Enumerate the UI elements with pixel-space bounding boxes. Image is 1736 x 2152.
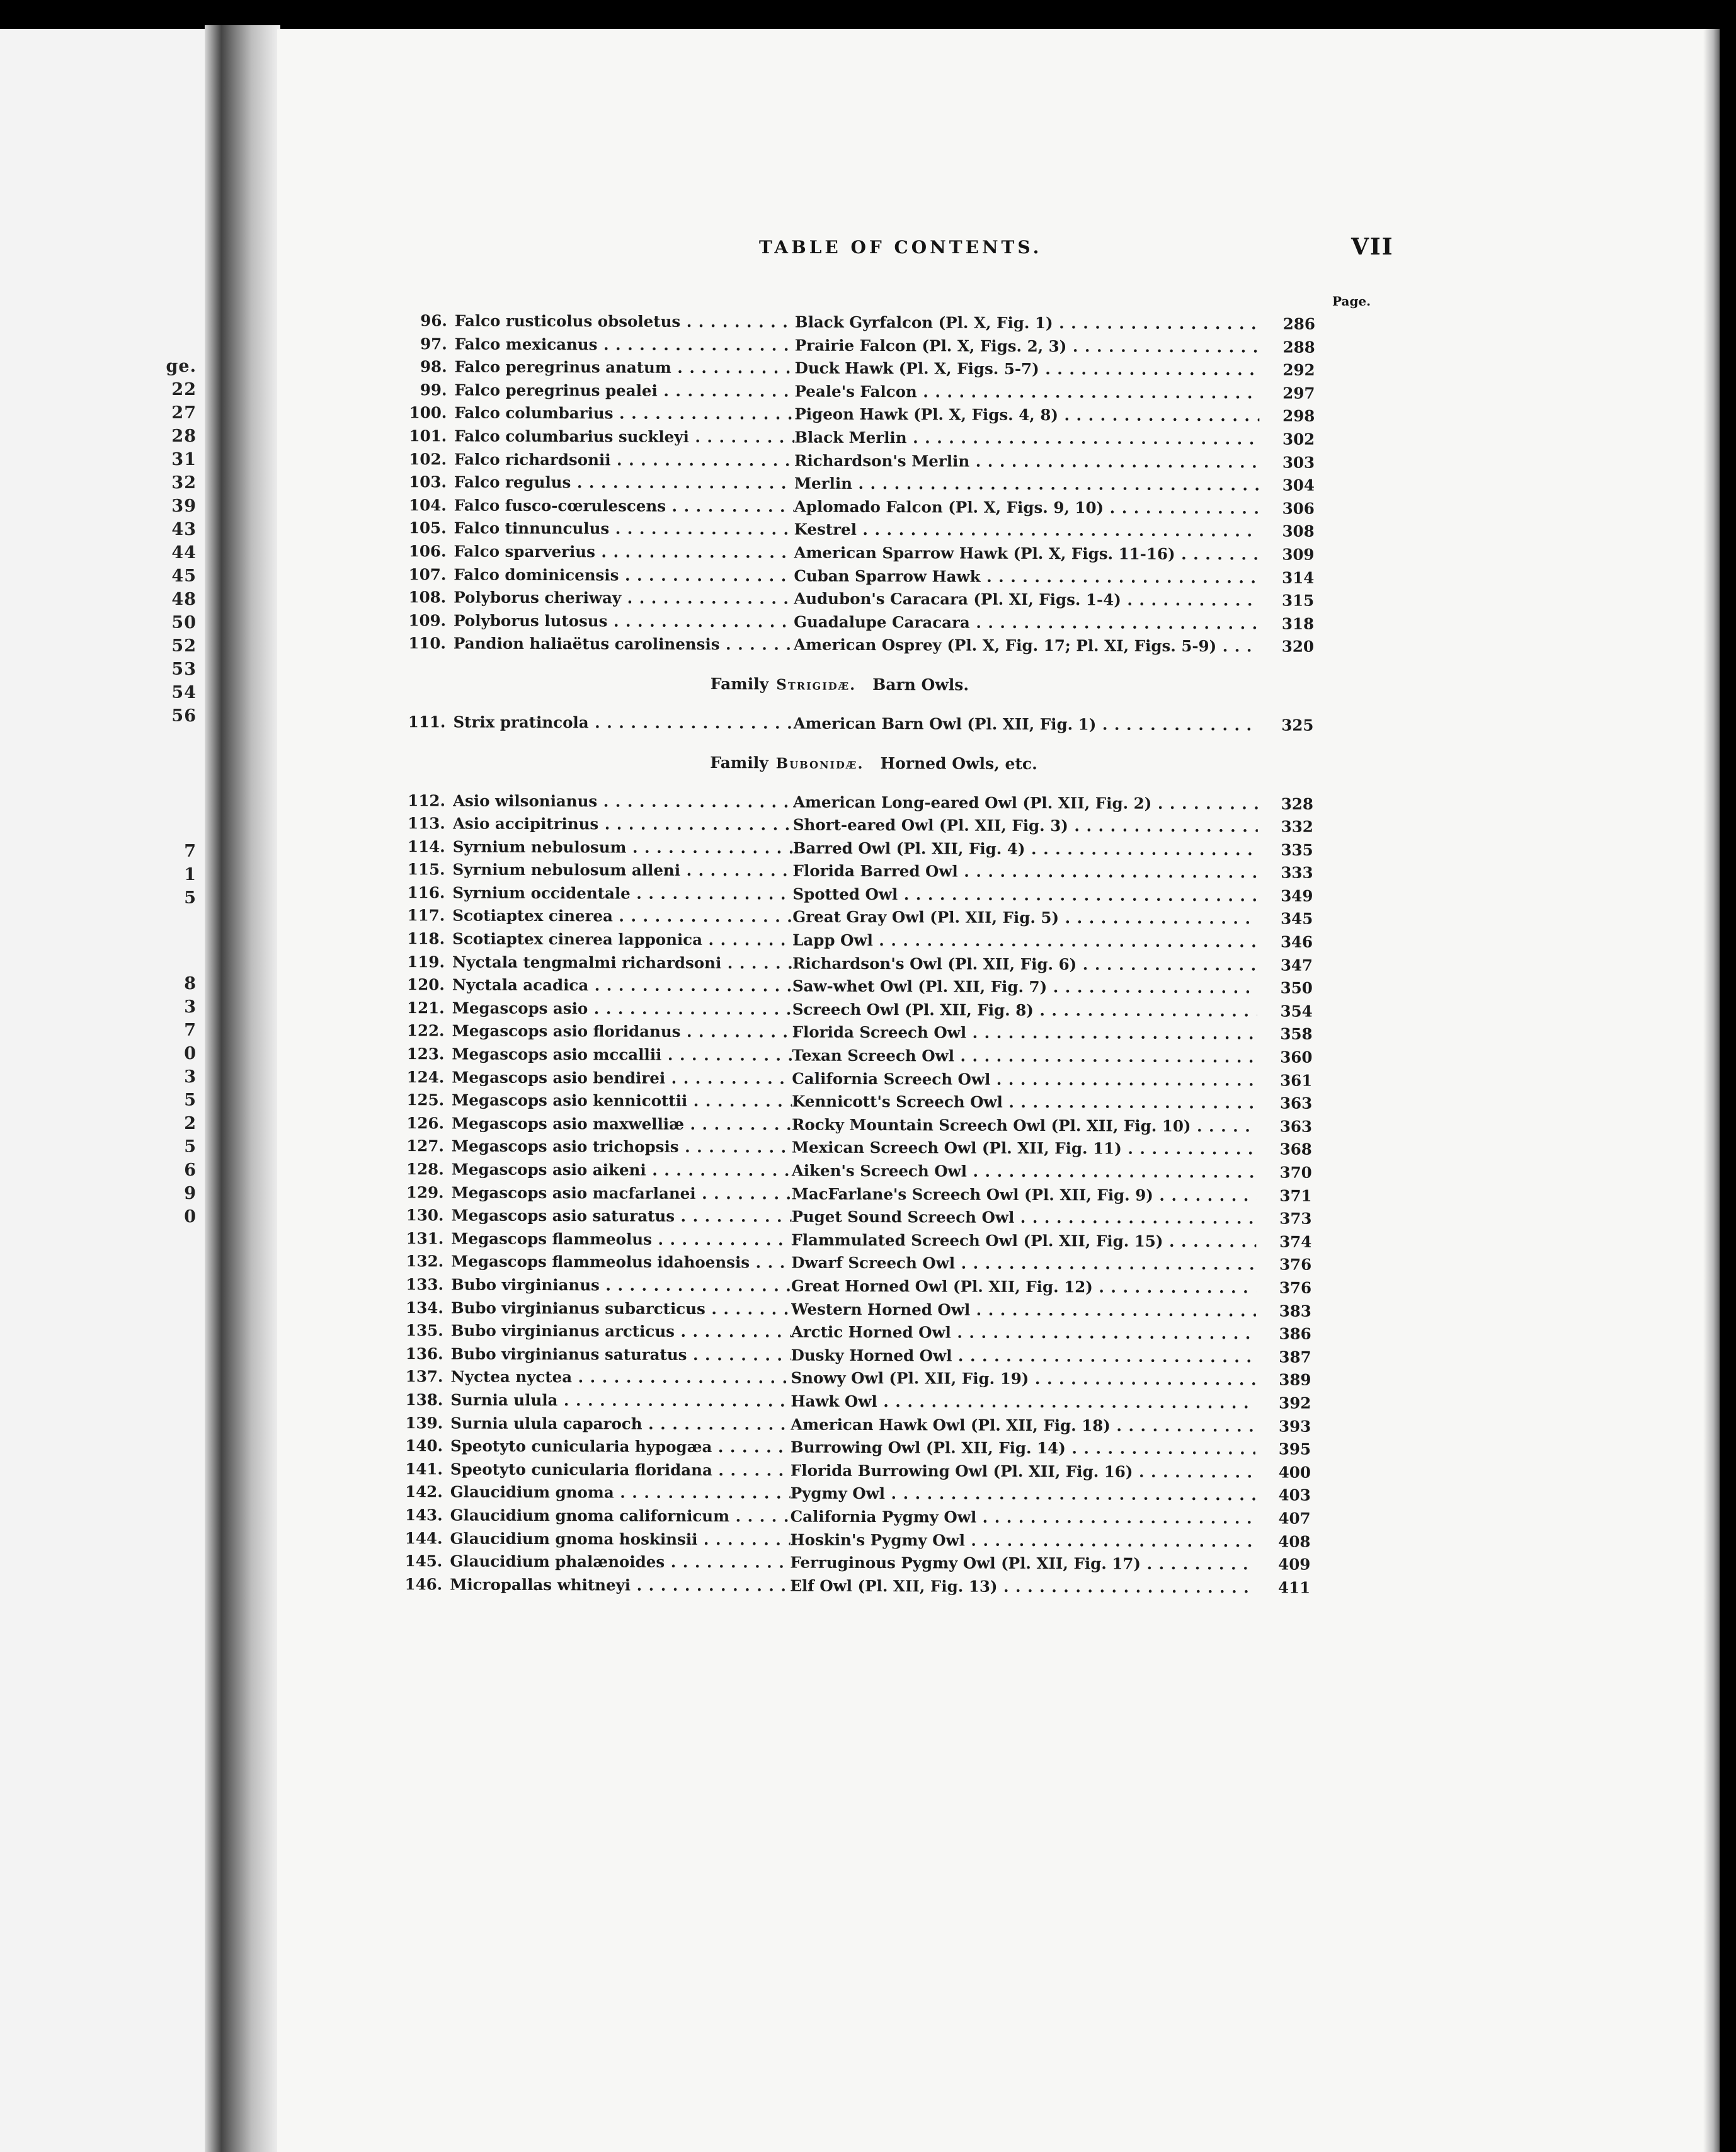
common-name: Audubon's Caracara (Pl. XI, Figs. 1-4) . . . (794, 588, 1259, 612)
scientific-name: Megascops asio aikeni . . . (452, 1158, 792, 1182)
facing-page-number: 56 (171, 706, 197, 726)
scientific-name: Falco richardsonii . . . (454, 448, 794, 472)
family-name: Bubonidæ. (775, 754, 864, 772)
common-name: Pigeon Hawk (Pl. X, Figs. 4, 8) . . . (794, 403, 1259, 428)
entry-number: 144. (404, 1528, 443, 1547)
scientific-name: Megascops asio kennicottii . . . (452, 1089, 792, 1114)
page-number: 411 (1278, 1578, 1311, 1597)
entry-number: 123. (406, 1045, 445, 1063)
scientific-name: Megascops asio saturatus . . . (451, 1205, 791, 1229)
common-name: Barred Owl (Pl. XII, Fig. 4) . . . (793, 837, 1258, 861)
common-name: Hawk Owl . . . (791, 1390, 1255, 1414)
common-name: Prairie Falcon (Pl. X, Figs. 2, 3) . . . (795, 334, 1260, 358)
common-name: Pygmy Owl . . . (791, 1482, 1255, 1507)
scientific-name: Megascops flammeolus idahoensis . . . (451, 1251, 791, 1275)
scientific-name: Megascops asio trichopsis . . . (452, 1135, 792, 1160)
page-number: 376 (1279, 1278, 1312, 1297)
entry-number: 99. (420, 381, 447, 399)
page-number: 308 (1282, 522, 1315, 541)
entry-number: 108. (408, 588, 447, 607)
page-number: 306 (1282, 499, 1315, 518)
entry-number: 119. (407, 952, 445, 971)
entry-number: 105. (408, 518, 447, 537)
entry-number: 135. (406, 1321, 443, 1340)
page-number: 297 (1282, 384, 1315, 403)
scientific-name: Scotiaptex cinerea . . . (452, 905, 792, 929)
common-name: American Hawk Owl (Pl. XII, Fig. 18) . . . (791, 1413, 1255, 1438)
page-number: 373 (1279, 1209, 1312, 1228)
scientific-name: Falco fusco-cœrulescens . . . (454, 494, 794, 518)
entry-number: 129. (406, 1182, 444, 1202)
scientific-name: Nyctala acadica . . . (452, 974, 792, 999)
scientific-name: Polyborus cheriway . . . (454, 587, 794, 611)
entry-number: 139. (405, 1413, 443, 1432)
book-gutter (205, 25, 280, 2152)
facing-page-number: 6 (184, 1160, 197, 1180)
page-number: 363 (1279, 1094, 1313, 1113)
scientific-name: Bubo virginianus subarcticus . . . (451, 1296, 791, 1321)
entry-number: 128. (406, 1160, 444, 1179)
entry-number: 113. (408, 814, 445, 833)
facing-page-number: 5 (184, 888, 197, 908)
page-folio: VII (1351, 234, 1394, 260)
toc-entry (373, 1573, 1545, 1601)
family-heading (376, 733, 1548, 793)
entry-number: 112. (408, 791, 446, 810)
common-name: Screech Owl (Pl. XII, Fig. 8) . . . (792, 998, 1257, 1022)
common-name: Richardson's Merlin . . . (794, 449, 1259, 474)
facing-page-number: 54 (171, 683, 197, 702)
common-name: Hoskin's Pygmy Owl . . . (790, 1528, 1255, 1553)
scientific-name: Falco tinnunculus . . . (454, 517, 794, 542)
common-name: American Barn Owl (Pl. XII, Fig. 1) . . . (793, 712, 1258, 736)
page-number: 345 (1281, 909, 1313, 929)
facing-page-number: 43 (171, 520, 197, 539)
page-number: 346 (1280, 932, 1313, 951)
page-number: 349 (1281, 886, 1313, 905)
page-number: 408 (1278, 1532, 1311, 1551)
entry-number: 98. (420, 357, 447, 376)
common-name: Puget Sound Screech Owl . . . (791, 1206, 1256, 1230)
page-number: 409 (1278, 1555, 1311, 1574)
facing-page-number: 27 (171, 403, 197, 423)
entry-number: 100. (409, 403, 447, 422)
page-number: 350 (1280, 978, 1313, 997)
scientific-name: Falco sparverius . . . (454, 540, 794, 564)
common-name: Dusky Horned Owl . . . (791, 1344, 1256, 1368)
common-name: Mexican Screech Owl (Pl. XII, Fig. 11) . . . (792, 1136, 1257, 1161)
common-name: Rocky Mountain Screech Owl (Pl. XII, Fig. 10) . . . (792, 1113, 1257, 1138)
entry-number: 103. (409, 472, 447, 491)
entry-number: 107. (408, 564, 447, 583)
common-name: Great Gray Owl (Pl. XII, Fig. 5) . . . (792, 906, 1257, 930)
page-number: 325 (1281, 716, 1314, 735)
entry-number: 121. (407, 999, 445, 1017)
scientific-name: Falco peregrinus pealei . . . (454, 379, 794, 403)
facing-page-number: 50 (171, 613, 197, 632)
entry-number: 96. (420, 311, 447, 330)
facing-page-number: 1 (184, 865, 197, 884)
entry-number: 130. (406, 1206, 444, 1225)
scientific-name: Glaucidium gnoma . . . (450, 1481, 791, 1506)
facing-page-number: 5 (184, 1090, 197, 1110)
page-number: 318 (1281, 614, 1315, 633)
common-name: Aiken's Screech Owl . . . (792, 1160, 1257, 1184)
family-prefix: Family (710, 753, 768, 772)
common-name: Guadalupe Caracara . . . (794, 610, 1259, 635)
page-number: 361 (1280, 1071, 1313, 1090)
entry-number: 120. (407, 975, 445, 994)
entry-number: 134. (406, 1298, 443, 1317)
scientific-name: Surnia ulula caparoch . . . (450, 1412, 791, 1436)
scientific-name: Falco rusticolus obsoletus . . . (455, 309, 795, 334)
common-name: Spotted Owl . . . (792, 883, 1257, 907)
page-number: 303 (1282, 453, 1315, 472)
entry-number: 102. (409, 449, 447, 468)
page-number: 320 (1281, 637, 1315, 656)
scientific-name: Nyctala tengmalmi richardsoni . . . (452, 951, 792, 975)
page-number: 387 (1279, 1348, 1311, 1366)
scientific-name: Glaucidium gnoma californicum . . . (450, 1504, 791, 1528)
page-number: 314 (1282, 568, 1315, 587)
entry-number: 145. (404, 1552, 443, 1571)
page-number: 383 (1279, 1302, 1311, 1320)
family-name: Strigidæ. (776, 676, 857, 694)
page-number: 335 (1281, 840, 1313, 859)
facing-page-number: 32 (171, 473, 197, 493)
scientific-name: Polyborus lutosus . . . (454, 609, 794, 634)
entry-number: 114. (407, 837, 445, 856)
family-prefix: Family (710, 674, 769, 694)
common-name: Duck Hawk (Pl. X, Figs. 5-7) . . . (795, 357, 1260, 382)
common-name: Peale's Falcon . . . (794, 380, 1259, 404)
scientific-name: Megascops asio floridanus . . . (452, 1020, 792, 1045)
facing-page-number: 2 (184, 1114, 197, 1133)
page-number: 371 (1279, 1186, 1312, 1205)
entry-number: 126. (406, 1113, 445, 1133)
facing-page-number: 7 (184, 842, 197, 861)
common-name: Aplomado Falcon (Pl. X, Figs. 9, 10) . . . (794, 495, 1259, 520)
scientific-name: Asio wilsonianus . . . (453, 789, 793, 814)
page-number: 395 (1278, 1439, 1311, 1458)
toc-page (277, 29, 1720, 2152)
scientific-name: Micropallas whitneyi . . . (450, 1573, 790, 1598)
scientific-name: Glaucidium phalænoides . . . (450, 1550, 790, 1575)
page-column-heading: Page. (1332, 294, 1371, 309)
page-number: 286 (1282, 314, 1315, 333)
page-number: 393 (1278, 1417, 1311, 1436)
scientific-name: Falco peregrinus anatum . . . (455, 356, 795, 381)
common-name: California Pygmy Owl . . . (791, 1505, 1255, 1530)
scientific-name: Megascops asio macfarlanei . . . (452, 1181, 792, 1206)
scientific-name: Asio accipitrinus . . . (453, 813, 793, 837)
entry-number: 106. (408, 542, 447, 561)
page-number: 386 (1279, 1324, 1311, 1343)
common-name: Black Merlin . . . (794, 426, 1259, 451)
scientific-name: Megascops asio bendirei . . . (452, 1066, 792, 1090)
facing-page-number: 3 (184, 997, 197, 1017)
toc-list (373, 309, 1550, 1600)
common-name: Western Horned Owl . . . (791, 1298, 1256, 1322)
scientific-name: Megascops asio . . . (452, 997, 792, 1021)
common-name: Great Horned Owl (Pl. XII, Fig. 12) . . . (791, 1274, 1256, 1299)
scientific-name: Falco regulus . . . (454, 471, 794, 496)
page-number: 288 (1282, 338, 1315, 357)
entry-number: 104. (409, 495, 447, 515)
entry-number: 136. (405, 1344, 443, 1363)
common-name: Flammulated Screech Owl (Pl. XII, Fig. 15) . . . (791, 1228, 1256, 1253)
facing-page-number: 22 (171, 380, 197, 399)
common-name: Cuban Sparrow Hawk . . . (794, 564, 1259, 589)
common-name: Richardson's Owl (Pl. XII, Fig. 6) . . . (792, 952, 1257, 976)
scientific-name: Syrnium occidentale . . . (452, 881, 792, 906)
common-name: MacFarlane's Screech Owl (Pl. XII, Fig. 9) . . . (792, 1182, 1257, 1207)
page-number: 298 (1282, 406, 1315, 426)
scientific-name: Scotiaptex cinerea lapponica . . . (452, 928, 792, 953)
facing-page-edge (0, 29, 208, 2152)
page-number: 292 (1282, 360, 1315, 379)
page-number: 407 (1278, 1509, 1311, 1528)
scientific-name: Bubo virginianus saturatus . . . (451, 1342, 791, 1367)
page-number: 400 (1278, 1463, 1311, 1482)
scientific-name: Bubo virginianus arcticus . . . (451, 1320, 791, 1344)
page-number: 360 (1280, 1048, 1313, 1067)
entry-number: 131. (406, 1228, 444, 1248)
page-number: 374 (1279, 1232, 1312, 1251)
entry-number: 101. (409, 426, 447, 445)
entry-number: 143. (404, 1506, 443, 1525)
common-name: Arctic Horned Owl . . . (791, 1321, 1256, 1346)
common-name: Short-eared Owl (Pl. XII, Fig. 3) . . . (793, 814, 1258, 838)
scientific-name: Falco columbarius suckleyi . . . (454, 425, 794, 449)
page-number: 328 (1281, 794, 1314, 813)
entry-number: 109. (408, 610, 447, 630)
facing-page-number: 0 (184, 1207, 197, 1227)
entry-number: 122. (406, 1021, 445, 1040)
entry-number: 118. (407, 929, 445, 948)
entry-number: 146. (404, 1574, 443, 1594)
page-number: 315 (1282, 591, 1315, 610)
common-name: Florida Barred Owl . . . (793, 860, 1258, 884)
page-number: 403 (1278, 1485, 1311, 1505)
common-name: Elf Owl (Pl. XII, Fig. 13) . . . (790, 1574, 1255, 1599)
common-name: Snowy Owl (Pl. XII, Fig. 19) . . . (791, 1367, 1255, 1392)
page-number: 332 (1281, 817, 1313, 836)
common-name: American Osprey (Pl. X, Fig. 17; Pl. XI, Figs. 5-9) . . . (794, 634, 1259, 658)
scientific-name: Syrnium nebulosum alleni . . . (453, 859, 793, 883)
entry-number: 116. (407, 883, 445, 902)
scientific-name: Megascops flammeolus . . . (451, 1227, 791, 1252)
facing-page-number: 7 (184, 1021, 197, 1040)
common-name: Kennicott's Screech Owl . . . (792, 1090, 1257, 1115)
page-number: 304 (1282, 476, 1315, 495)
page-number: 347 (1280, 956, 1313, 975)
entry-number: 111. (408, 713, 446, 731)
facing-page-number: 39 (171, 496, 197, 516)
common-name: Kestrel . . . (794, 518, 1259, 543)
facing-page-number: 3 (184, 1067, 197, 1087)
scientific-name: Strix pratincola . . . (453, 711, 793, 735)
facing-page-number: 45 (171, 566, 197, 586)
common-name: Florida Screech Owl . . . (792, 1021, 1257, 1046)
entry-number: 125. (406, 1090, 445, 1109)
entry-number: 133. (406, 1275, 444, 1294)
facing-page-number: 5 (184, 1137, 197, 1157)
page-number: 363 (1279, 1117, 1313, 1136)
facing-page-number: 8 (184, 974, 197, 993)
common-name: Merlin . . . (794, 472, 1259, 497)
entry-number: 124. (406, 1067, 445, 1087)
scientific-name: Bubo virginianus . . . (451, 1273, 791, 1298)
entry-number: 137. (405, 1367, 443, 1386)
scientific-name: Falco mexicanus . . . (455, 333, 795, 357)
scientific-name: Megascops asio maxwelliæ . . . (452, 1112, 792, 1136)
common-name: Black Gyrfalcon (Pl. X, Fig. 1) . . . (795, 311, 1260, 336)
facing-page-number: 9 (184, 1184, 197, 1203)
scientific-name: Nyctea nyctea . . . (450, 1366, 791, 1390)
common-name: California Screech Owl . . . (792, 1067, 1257, 1092)
facing-page-number: 52 (171, 636, 197, 656)
entry-number: 138. (405, 1390, 443, 1409)
scientific-name: Pandion haliaëtus carolinensis . . . (454, 632, 794, 657)
common-name: Burrowing Owl (Pl. XII, Fig. 14) . . . (791, 1436, 1255, 1461)
facing-page-number: 0 (184, 1044, 197, 1063)
facing-page-number: 31 (171, 450, 197, 469)
common-name: American Sparrow Hawk (Pl. X, Figs. 11-16) . . . (794, 541, 1259, 566)
entry-number: 110. (408, 634, 447, 653)
facing-page-number: ge. (166, 357, 197, 376)
scientific-name: Syrnium nebulosum . . . (453, 835, 793, 860)
entry-number: 127. (406, 1136, 444, 1155)
common-name: Florida Burrowing Owl (Pl. XII, Fig. 16) . . . (791, 1459, 1255, 1484)
scientific-name: Megascops asio mccallii . . . (452, 1043, 792, 1067)
page-number: 376 (1279, 1255, 1312, 1274)
common-name: Ferruginous Pygmy Owl (Pl. XII, Fig. 17) . . . (790, 1552, 1255, 1576)
entry-number: 117. (407, 906, 445, 925)
entry-number: 115. (407, 860, 445, 879)
entry-number: 141. (405, 1459, 443, 1479)
page-number: 392 (1279, 1394, 1311, 1412)
family-heading (377, 655, 1548, 715)
family-description: Barn Owls. (872, 675, 969, 694)
facing-page-number: 53 (171, 660, 197, 679)
scientific-name: Speotyto cunicularia hypogæa . . . (450, 1435, 791, 1460)
page-number: 358 (1280, 1024, 1313, 1044)
scientific-name: Falco dominicensis . . . (454, 563, 794, 588)
scan-border-right (1726, 0, 1736, 2152)
page-number: 368 (1279, 1140, 1312, 1159)
scientific-name: Glaucidium gnoma hoskinsii . . . (450, 1527, 790, 1552)
facing-page-number: 28 (171, 426, 197, 446)
running-head: TABLE OF CONTENTS. (759, 237, 1042, 258)
common-name: Lapp Owl . . . (792, 929, 1257, 954)
entry-number: 142. (405, 1482, 443, 1501)
common-name: Texan Screech Owl . . . (792, 1045, 1257, 1069)
page-number: 309 (1282, 545, 1315, 564)
common-name: Saw-whet Owl (Pl. XII, Fig. 7) . . . (792, 975, 1257, 1000)
scientific-name: Speotyto cunicularia floridana . . . (450, 1458, 791, 1482)
scientific-name: Surnia ulula . . . (450, 1388, 791, 1413)
page-number: 389 (1279, 1370, 1311, 1390)
common-name: Dwarf Screech Owl . . . (791, 1252, 1256, 1276)
page-number: 333 (1281, 863, 1313, 882)
facing-page-number: 44 (171, 543, 197, 563)
family-description: Horned Owls, etc. (880, 753, 1037, 773)
page-number: 370 (1279, 1163, 1312, 1182)
page-number: 302 (1282, 430, 1315, 449)
common-name: American Long-eared Owl (Pl. XII, Fig. 2) . . . (793, 791, 1258, 815)
entry-number: 140. (405, 1436, 443, 1455)
entry-number: 132. (406, 1252, 444, 1271)
scientific-name: Falco columbarius . . . (454, 402, 794, 426)
facing-page-number: 48 (171, 590, 197, 609)
entry-number: 97. (420, 334, 447, 353)
page-number: 354 (1280, 1002, 1313, 1021)
